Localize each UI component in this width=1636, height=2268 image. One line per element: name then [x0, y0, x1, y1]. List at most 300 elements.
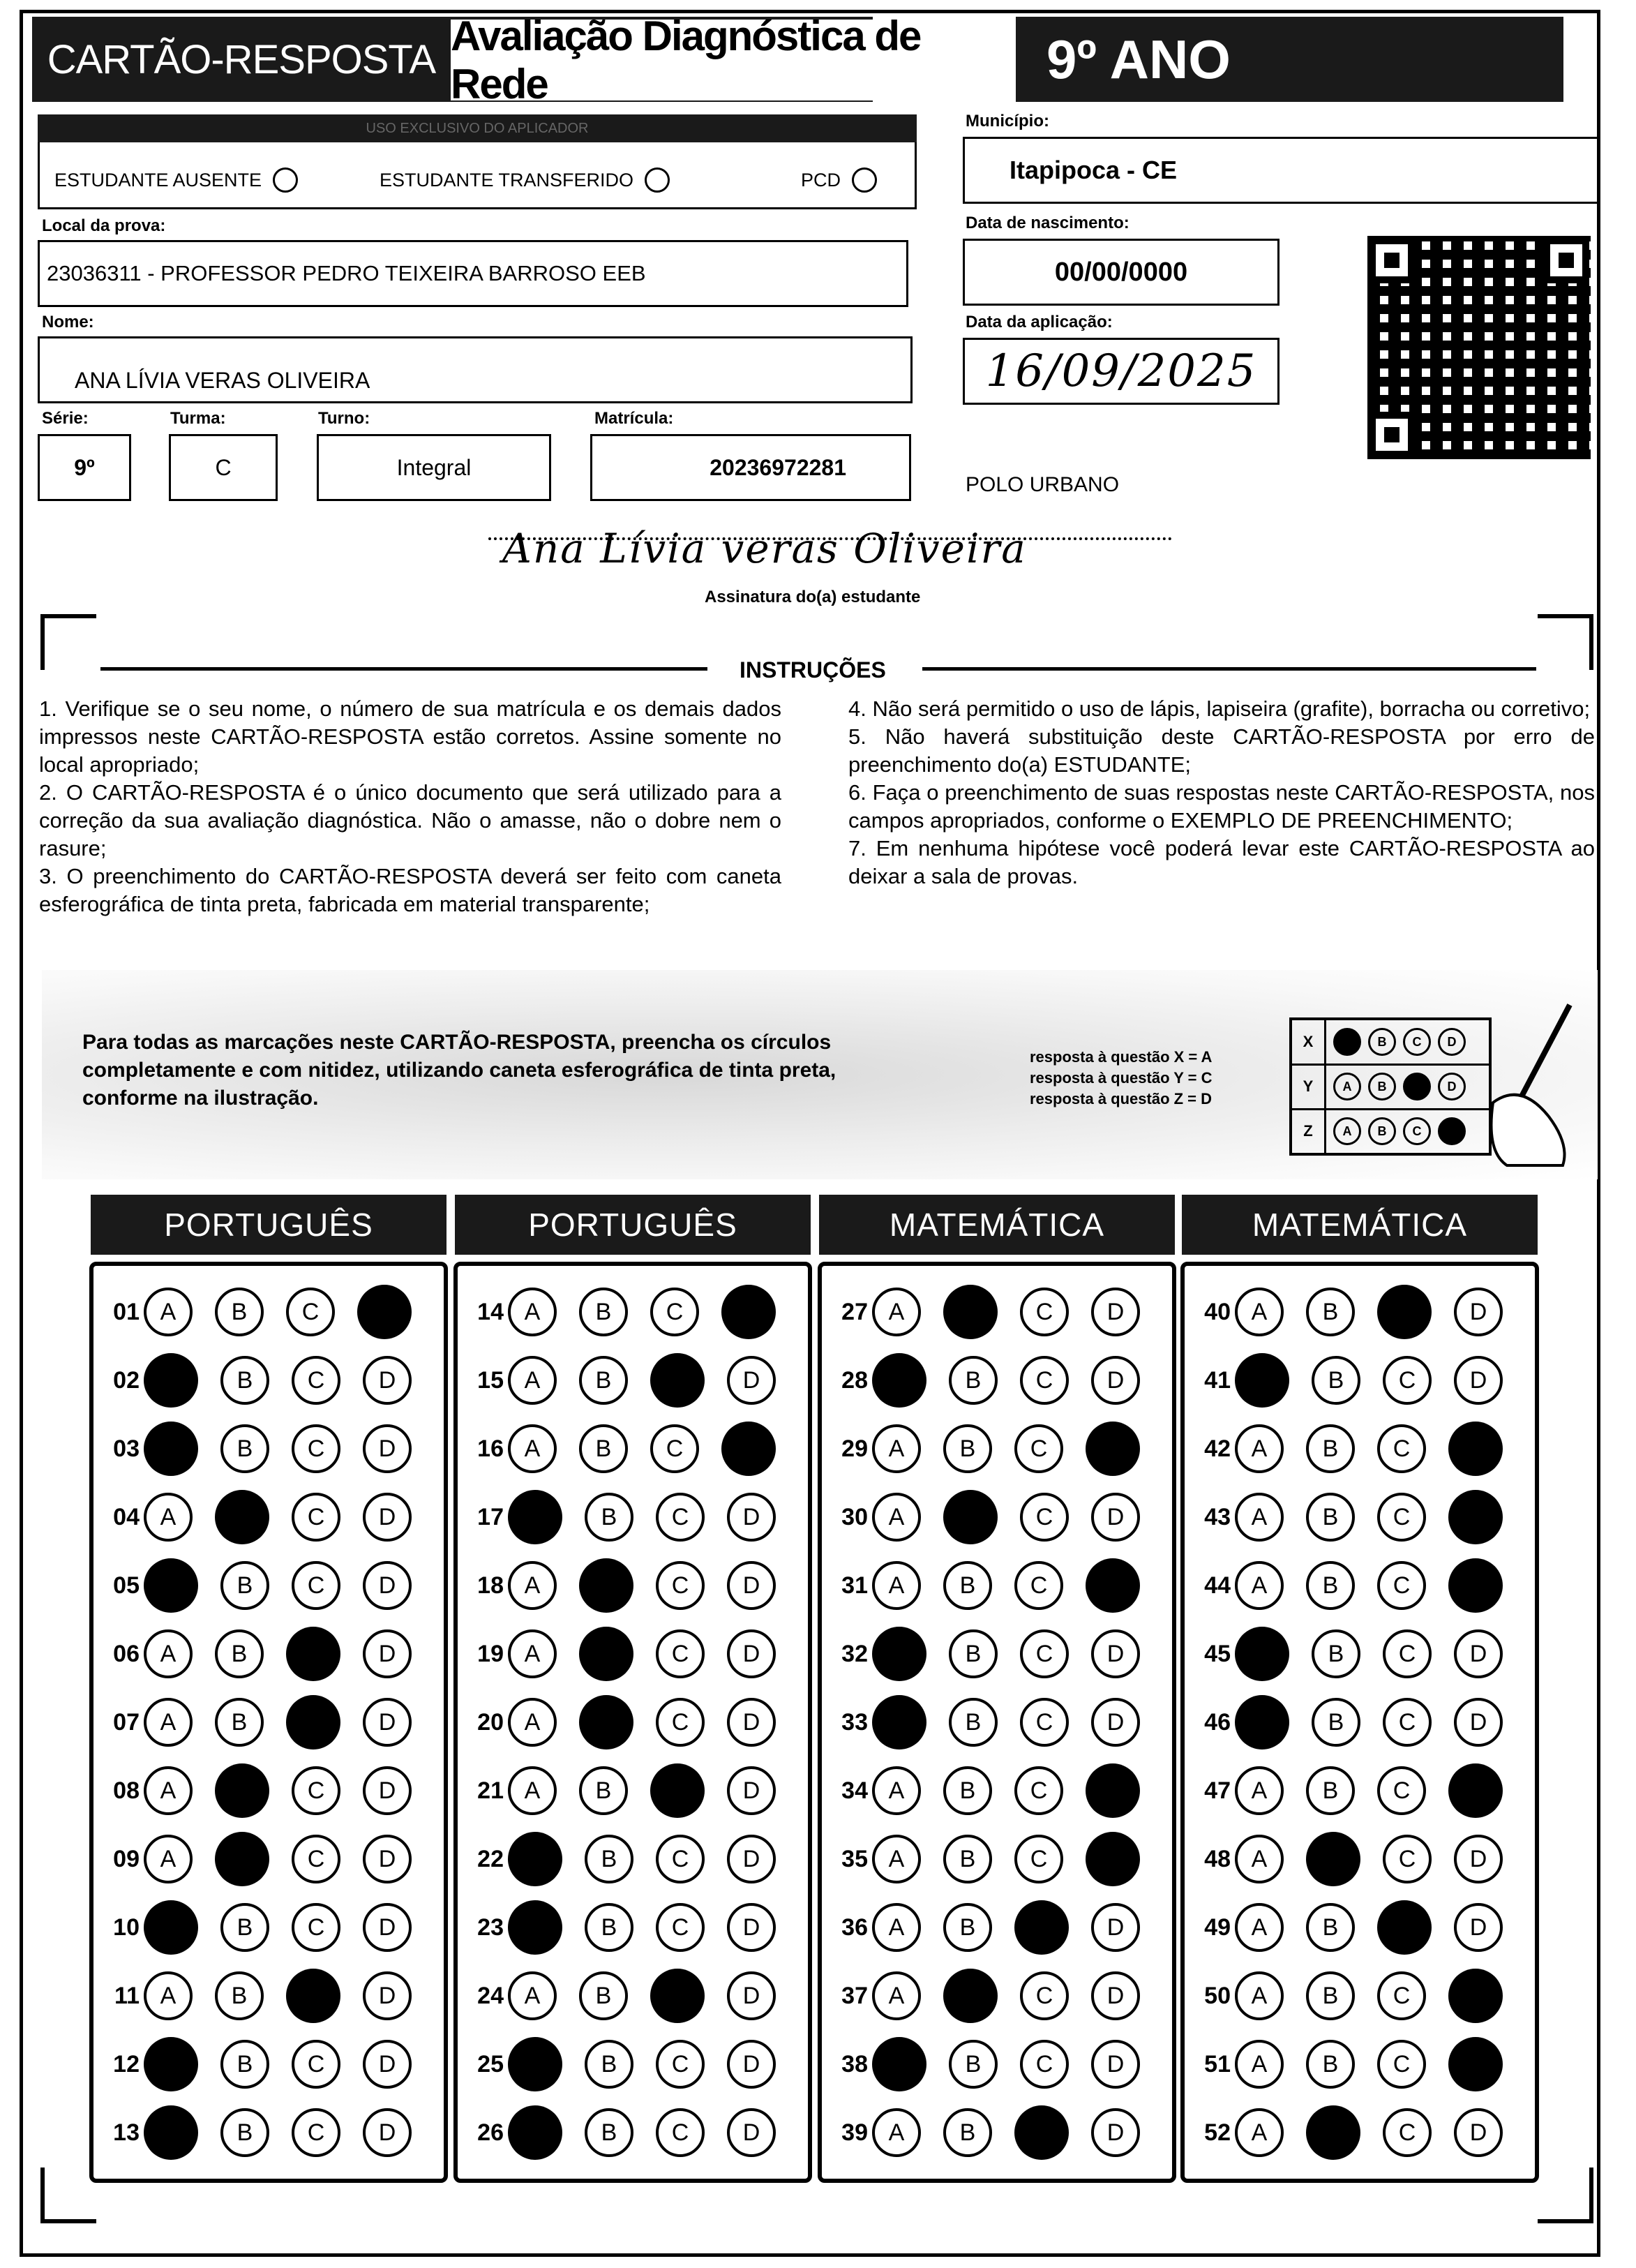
answer-bubble-a[interactable]: A	[1235, 2108, 1284, 2157]
answer-bubble-d[interactable]: D	[727, 1835, 776, 1883]
answer-bubble-c[interactable]: C	[656, 2040, 705, 2089]
answer-bubble-d[interactable]: D	[727, 1903, 776, 1952]
answer-bubble-a[interactable]	[508, 1490, 562, 1544]
answer-bubble-a[interactable]	[872, 1627, 926, 1681]
answer-row	[829, 1348, 1140, 1412]
answer-bubble-a[interactable]: A	[1235, 1766, 1284, 1815]
transferred-bubble[interactable]	[645, 167, 670, 193]
answer-bubble-b[interactable]: B	[585, 1835, 633, 1883]
answer-bubble-d[interactable]	[1086, 1422, 1140, 1476]
answer-bubble-d[interactable]: D	[363, 1698, 412, 1747]
answer-bubble-a[interactable]: A	[1235, 1971, 1284, 2020]
answer-bubble-b[interactable]: B	[220, 1903, 269, 1952]
answer-bubble-d[interactable]: D	[1454, 1698, 1503, 1747]
answer-bubble-c[interactable]	[650, 1763, 705, 1818]
example-question-label: X	[1292, 1020, 1326, 1064]
answer-bubble-a[interactable]: A	[144, 1629, 193, 1678]
answer-bubble-a[interactable]	[144, 1422, 198, 1476]
example-row	[1292, 1110, 1489, 1153]
answer-bubble-c[interactable]	[286, 1969, 340, 2023]
answer-bubble-b[interactable]	[579, 1695, 633, 1750]
answer-bubble-b[interactable]: B	[579, 1424, 628, 1473]
answer-bubble-c[interactable]: C	[292, 2040, 340, 2089]
answer-bubble-c[interactable]: C	[1383, 2108, 1432, 2157]
answer-bubble-d[interactable]: D	[363, 1561, 412, 1610]
question-number: 05	[113, 1572, 140, 1599]
answer-bubble-b[interactable]: B	[1306, 1288, 1355, 1336]
answer-bubble-b[interactable]: B	[579, 1766, 628, 1815]
name-field: ANA LÍVIA VERAS OLIVEIRA	[38, 336, 913, 403]
answer-bubble-d[interactable]: D	[363, 2040, 412, 2089]
answer-bubble-a[interactable]: A	[872, 1766, 921, 1815]
answer-bubble-b[interactable]	[1306, 2105, 1360, 2160]
answer-bubble-d[interactable]: D	[363, 1835, 412, 1883]
answer-bubble-b[interactable]	[579, 1558, 633, 1613]
answer-bubble-a[interactable]: A	[508, 1288, 557, 1336]
answer-bubble-c[interactable]: C	[650, 1424, 699, 1473]
answer-row	[829, 1964, 1140, 2028]
pcd-option[interactable]	[801, 167, 877, 193]
answer-bubble-b[interactable]: B	[1306, 1561, 1355, 1610]
answer-bubble-d[interactable]: D	[1454, 1835, 1503, 1883]
answer-bubble-d[interactable]: D	[363, 1356, 412, 1405]
question-number: 32	[841, 1640, 868, 1667]
question-number: 35	[841, 1845, 868, 1872]
answer-row	[465, 1417, 776, 1481]
answer-bubble-d[interactable]	[721, 1422, 776, 1476]
question-number: 03	[113, 1435, 140, 1462]
matricula-field: 20236972281	[590, 434, 911, 501]
answer-bubble-a[interactable]: A	[508, 1561, 557, 1610]
answer-bubble-b[interactable]: B	[1306, 2040, 1355, 2089]
question-number: 42	[1204, 1435, 1231, 1462]
answer-bubble-a[interactable]: A	[508, 1971, 557, 2020]
answer-bubble-c[interactable]: C	[1020, 1971, 1069, 2020]
answer-bubble-c[interactable]: C	[1377, 1493, 1426, 1542]
answer-bubble-b[interactable]: B	[943, 1903, 992, 1952]
answer-bubble-b[interactable]: B	[949, 1629, 998, 1678]
answer-bubble-d[interactable]	[1448, 1558, 1503, 1613]
answer-bubble-b[interactable]: B	[585, 2040, 633, 2089]
answer-bubble-c[interactable]: C	[1383, 1835, 1432, 1883]
answer-bubble-c[interactable]: C	[292, 1903, 340, 1952]
answer-bubble-c[interactable]: C	[292, 2108, 340, 2157]
answer-bubble-d[interactable]: D	[363, 1493, 412, 1542]
answer-bubble-b[interactable]: B	[585, 1903, 633, 1952]
answer-row	[829, 2101, 1140, 2165]
answer-bubble-d[interactable]: D	[1454, 1288, 1503, 1336]
answer-bubble-b[interactable]: B	[1306, 1424, 1355, 1473]
answer-bubble-d[interactable]: D	[1091, 1971, 1140, 2020]
answer-bubble-d[interactable]: D	[363, 1766, 412, 1815]
example-bubble	[1438, 1117, 1466, 1145]
example-legend-y: resposta à questão Y = C	[1030, 1069, 1213, 1087]
answer-bubble-b[interactable]: B	[943, 1424, 992, 1473]
answer-bubble-a[interactable]	[144, 2105, 198, 2160]
answer-bubble-a[interactable]	[144, 1558, 198, 1613]
answer-bubble-a[interactable]	[872, 2037, 926, 2091]
answer-row	[100, 1690, 412, 1754]
answer-bubble-b[interactable]	[215, 1763, 269, 1818]
answer-bubble-b[interactable]	[943, 1490, 998, 1544]
answer-bubble-a[interactable]: A	[872, 1288, 921, 1336]
corner-top-right	[1538, 614, 1593, 670]
answer-row	[1192, 1759, 1503, 1823]
answer-bubble-b[interactable]	[579, 1627, 633, 1681]
answer-bubble-c[interactable]: C	[1020, 1356, 1069, 1405]
answer-bubble-b[interactable]: B	[215, 1698, 264, 1747]
answer-row	[465, 1964, 776, 2028]
answer-bubble-c[interactable]	[286, 1695, 340, 1750]
answer-row	[829, 1417, 1140, 1481]
answer-bubble-b[interactable]: B	[220, 1561, 269, 1610]
answer-bubble-a[interactable]: A	[508, 1356, 557, 1405]
answer-bubble-d[interactable]: D	[363, 2108, 412, 2157]
question-number: 36	[841, 1913, 868, 1941]
answer-bubble-c[interactable]: C	[656, 1561, 705, 1610]
example-bubble: C	[1403, 1028, 1431, 1056]
answer-bubble-c[interactable]: C	[1020, 1629, 1069, 1678]
answer-bubble-a[interactable]	[508, 1900, 562, 1955]
pcd-bubble[interactable]	[852, 167, 877, 193]
absent-option[interactable]	[54, 167, 298, 193]
example-bubble: D	[1438, 1028, 1466, 1056]
answer-bubble-b[interactable]: B	[1312, 1629, 1360, 1678]
example-bubble	[1333, 1028, 1361, 1056]
answer-row	[829, 1690, 1140, 1754]
answer-bubble-d[interactable]: D	[1091, 2108, 1140, 2157]
question-number: 20	[477, 1708, 504, 1736]
answer-bubble-c[interactable]: C	[1377, 2040, 1426, 2089]
answer-bubble-a[interactable]	[508, 1832, 562, 1886]
answer-bubble-b[interactable]	[943, 1285, 998, 1339]
answer-bubble-d[interactable]: D	[1091, 1698, 1140, 1747]
answer-bubble-b[interactable]: B	[579, 1356, 628, 1405]
answer-bubble-d[interactable]: D	[1454, 1903, 1503, 1952]
answer-bubble-c[interactable]: C	[292, 1561, 340, 1610]
answer-bubble-a[interactable]	[144, 1353, 198, 1408]
answer-bubble-c[interactable]	[1377, 1900, 1432, 1955]
answer-bubble-b[interactable]: B	[220, 2040, 269, 2089]
question-number: 44	[1204, 1572, 1231, 1599]
example-bubble: A	[1333, 1117, 1361, 1145]
answer-bubble-b[interactable]: B	[949, 1698, 998, 1747]
answer-bubble-d[interactable]: D	[1091, 2040, 1140, 2089]
answer-bubble-c[interactable]: C	[1014, 1424, 1063, 1473]
answer-bubble-d[interactable]: D	[727, 1561, 776, 1610]
answer-bubble-c[interactable]: C	[286, 1288, 335, 1336]
answer-bubble-c[interactable]: C	[1377, 1561, 1426, 1610]
answer-bubble-c[interactable]: C	[292, 1835, 340, 1883]
answer-bubble-a[interactable]	[144, 1900, 198, 1955]
answer-bubble-d[interactable]	[1448, 1969, 1503, 2023]
answer-row	[100, 2101, 412, 2165]
question-number: 30	[841, 1503, 868, 1530]
answer-bubble-a[interactable]: A	[1235, 1835, 1284, 1883]
answer-row	[1192, 1622, 1503, 1686]
answer-bubble-c[interactable]	[286, 1627, 340, 1681]
answer-bubble-b[interactable]: B	[579, 1288, 628, 1336]
local-field: 23036311 - PROFESSOR PEDRO TEIXEIRA BARROSO EEB	[38, 240, 908, 307]
answer-bubble-b[interactable]: B	[949, 2040, 998, 2089]
answer-bubble-b[interactable]: B	[215, 1971, 264, 2020]
answer-bubble-b[interactable]: B	[1312, 1698, 1360, 1747]
answer-bubble-a[interactable]: A	[1235, 1288, 1284, 1336]
answer-bubble-a[interactable]: A	[872, 1835, 921, 1883]
question-number: 07	[113, 1708, 140, 1736]
turno-label: Turno:	[318, 409, 370, 428]
answer-bubble-d[interactable]: D	[363, 1903, 412, 1952]
answer-bubble-a[interactable]	[872, 1353, 926, 1408]
local-label: Local da prova:	[42, 216, 166, 235]
answer-bubble-a[interactable]	[1235, 1695, 1289, 1750]
question-number: 28	[841, 1366, 868, 1394]
answer-bubble-c[interactable]: C	[292, 1424, 340, 1473]
answer-bubble-b[interactable]	[1306, 1832, 1360, 1886]
signature-caption: Assinatura do(a) estudante	[705, 588, 921, 606]
answer-bubble-c[interactable]: C	[1020, 1493, 1069, 1542]
answer-bubble-b[interactable]	[215, 1832, 269, 1886]
question-number: 23	[477, 1913, 504, 1941]
answer-bubble-d[interactable]: D	[1454, 1629, 1503, 1678]
answer-bubble-c[interactable]: C	[656, 2108, 705, 2157]
answer-bubble-c[interactable]: C	[650, 1288, 699, 1336]
answer-bubble-d[interactable]: D	[1454, 2108, 1503, 2157]
answer-row	[100, 1553, 412, 1618]
answer-bubble-d[interactable]	[1086, 1832, 1140, 1886]
question-number: 38	[841, 2050, 868, 2077]
answer-row	[1192, 1895, 1503, 1960]
answer-bubble-a[interactable]: A	[872, 1561, 921, 1610]
answer-bubble-a[interactable]: A	[872, 1424, 921, 1473]
answer-bubble-a[interactable]: A	[508, 1766, 557, 1815]
answer-row	[100, 1895, 412, 1960]
answer-bubble-a[interactable]: A	[508, 1698, 557, 1747]
answer-bubble-c[interactable]: C	[1383, 1356, 1432, 1405]
transferred-label: ESTUDANTE TRANSFERIDO	[380, 169, 634, 191]
answer-bubble-d[interactable]: D	[1091, 1493, 1140, 1542]
answer-bubble-b[interactable]	[215, 1490, 269, 1544]
qr-finder-top-left	[1369, 237, 1415, 283]
answer-bubble-d[interactable]	[1086, 1558, 1140, 1613]
turno-field: Integral	[317, 434, 551, 501]
question-number: 18	[477, 1572, 504, 1599]
answer-bubble-a[interactable]: A	[1235, 1424, 1284, 1473]
answer-row	[1192, 2101, 1503, 2165]
answer-bubble-a[interactable]: A	[872, 1903, 921, 1952]
question-number: 46	[1204, 1708, 1231, 1736]
answer-bubble-c[interactable]: C	[1020, 2040, 1069, 2089]
answer-bubble-c[interactable]: C	[656, 1903, 705, 1952]
answer-bubble-c[interactable]	[650, 1969, 705, 2023]
answer-bubble-c[interactable]: C	[656, 1629, 705, 1678]
answer-bubble-d[interactable]: D	[363, 1424, 412, 1473]
example-grid	[1289, 1017, 1492, 1156]
answer-bubble-d[interactable]: D	[1454, 1356, 1503, 1405]
answer-bubble-a[interactable]: A	[1235, 1903, 1284, 1952]
answer-bubble-c[interactable]: C	[1014, 1766, 1063, 1815]
answer-bubble-b[interactable]: B	[215, 1288, 264, 1336]
answer-row	[100, 1964, 412, 2028]
answer-row	[829, 1622, 1140, 1686]
answer-bubble-d[interactable]	[1448, 1422, 1503, 1476]
answer-bubble-c[interactable]: C	[1383, 1629, 1432, 1678]
answer-bubble-c[interactable]: C	[1014, 1561, 1063, 1610]
absent-bubble[interactable]	[273, 167, 298, 193]
answer-row	[829, 1759, 1140, 1823]
answer-bubble-c[interactable]: C	[292, 1493, 340, 1542]
transferred-option[interactable]	[380, 167, 670, 193]
answer-bubble-b[interactable]: B	[1306, 1766, 1355, 1815]
answer-bubble-a[interactable]: A	[872, 2108, 921, 2157]
answer-bubble-a[interactable]: A	[1235, 2040, 1284, 2089]
aplicacao-field: 16/09/2025	[963, 338, 1279, 405]
question-number: 14	[477, 1298, 504, 1325]
answer-bubble-d[interactable]	[721, 1285, 776, 1339]
answer-bubble-c[interactable]: C	[1014, 1835, 1063, 1883]
answer-bubble-c[interactable]: C	[1020, 1698, 1069, 1747]
answer-bubble-a[interactable]: A	[872, 1493, 921, 1542]
corner-top-left	[40, 614, 96, 670]
answer-bubble-c[interactable]	[1014, 1900, 1069, 1955]
answer-bubble-d[interactable]: D	[363, 1629, 412, 1678]
answer-bubble-b[interactable]: B	[943, 2108, 992, 2157]
answer-bubble-c[interactable]: C	[656, 1493, 705, 1542]
answer-bubble-a[interactable]	[1235, 1627, 1289, 1681]
example-bubble: B	[1368, 1028, 1396, 1056]
answer-bubble-d[interactable]: D	[727, 1971, 776, 2020]
answer-bubble-d[interactable]: D	[727, 1629, 776, 1678]
instructions-rule-left	[100, 667, 707, 671]
question-number: 12	[113, 2050, 140, 2077]
answer-row	[465, 2101, 776, 2165]
answer-bubble-a[interactable]: A	[1235, 1493, 1284, 1542]
answer-bubble-d[interactable]	[1448, 1490, 1503, 1544]
answer-bubble-d[interactable]: D	[727, 1698, 776, 1747]
answer-bubble-d[interactable]	[1448, 2037, 1503, 2091]
answer-bubble-b[interactable]: B	[943, 1766, 992, 1815]
answer-row	[465, 1553, 776, 1618]
question-number: 50	[1204, 1982, 1231, 2009]
instructions-left: 1. Verifique se o seu nome, o número de sua matrícula e os demais dados impressos neste CARTÃO-RESPOSTA estão corretos. Assine somente no local apropriado; 2. O CARTÃO-RESPOSTA é o único documento que será utilizado para a correção da sua avaliação diagnóstica. Não o amasse, não o dobre nem o rasure; 3. O preenchimento do CARTÃO-RESPOSTA deverá ser feito com caneta esferográfica de tinta preta, fabricada em material transparente;	[39, 696, 781, 916]
answer-bubble-c[interactable]: C	[292, 1356, 340, 1405]
answer-bubble-a[interactable]: A	[144, 1766, 193, 1815]
answer-row	[1192, 1690, 1503, 1754]
answer-bubble-d[interactable]: D	[727, 1356, 776, 1405]
example-question-label: Y	[1292, 1065, 1326, 1108]
answer-bubble-d[interactable]: D	[1091, 1903, 1140, 1952]
answer-bubble-d[interactable]: D	[1091, 1356, 1140, 1405]
answer-bubble-d[interactable]: D	[727, 2108, 776, 2157]
answer-bubble-b[interactable]: B	[220, 1356, 269, 1405]
answer-bubble-a[interactable]: A	[144, 1493, 193, 1542]
answer-bubble-a[interactable]: A	[1235, 1561, 1284, 1610]
answer-row	[465, 1622, 776, 1686]
answer-bubble-b[interactable]: B	[1306, 1493, 1355, 1542]
answer-row	[100, 1485, 412, 1549]
answer-bubble-b[interactable]: B	[1306, 1971, 1355, 2020]
answer-bubble-b[interactable]: B	[579, 1971, 628, 2020]
answer-row	[465, 1348, 776, 1412]
absent-label: ESTUDANTE AUSENTE	[54, 169, 262, 191]
answer-bubble-c[interactable]: C	[656, 1835, 705, 1883]
question-number: 10	[113, 1913, 140, 1941]
answer-bubble-a[interactable]: A	[144, 1835, 193, 1883]
question-number: 51	[1204, 2050, 1231, 2077]
answer-bubble-c[interactable]: C	[1377, 1766, 1426, 1815]
answer-bubble-a[interactable]	[872, 1695, 926, 1750]
answer-bubble-b[interactable]	[943, 1969, 998, 2023]
answer-bubble-b[interactable]: B	[1306, 1903, 1355, 1952]
qr-finder-top-right	[1543, 237, 1589, 283]
answer-bubble-c[interactable]: C	[1383, 1698, 1432, 1747]
answer-bubble-a[interactable]: A	[508, 1424, 557, 1473]
answer-bubble-a[interactable]: A	[144, 1288, 193, 1336]
answer-bubble-c[interactable]	[1014, 2105, 1069, 2160]
answer-bubble-d[interactable]	[1086, 1763, 1140, 1818]
answer-bubble-a[interactable]	[508, 2105, 562, 2160]
answer-bubble-d[interactable]: D	[363, 1971, 412, 2020]
answer-bubble-d[interactable]: D	[1091, 1288, 1140, 1336]
serie-label: Série:	[42, 409, 89, 428]
answer-bubble-a[interactable]	[144, 2037, 198, 2091]
answer-bubble-b[interactable]: B	[585, 1493, 633, 1542]
answer-bubble-b[interactable]: B	[943, 1561, 992, 1610]
answer-bubble-a[interactable]: A	[144, 1698, 193, 1747]
answer-row	[1192, 1280, 1503, 1344]
answer-bubble-a[interactable]: A	[872, 1971, 921, 2020]
question-number: 21	[477, 1777, 504, 1804]
answer-bubble-b[interactable]: B	[585, 2108, 633, 2157]
answer-bubble-d[interactable]: D	[727, 1766, 776, 1815]
answer-bubble-c[interactable]: C	[1020, 1288, 1069, 1336]
answer-bubble-d[interactable]: D	[1091, 1629, 1140, 1678]
answer-bubble-c[interactable]	[650, 1353, 705, 1408]
instructions-title: INSTRUÇÕES	[740, 657, 886, 682]
answer-bubble-b[interactable]: B	[943, 1835, 992, 1883]
answer-row	[100, 1622, 412, 1686]
answer-bubble-c[interactable]	[1377, 1285, 1432, 1339]
example-bubble: D	[1438, 1073, 1466, 1101]
corner-bottom-left	[40, 2168, 96, 2223]
card-label: CARTÃO-RESPOSTA	[47, 36, 436, 82]
answer-bubble-b[interactable]: B	[215, 1629, 264, 1678]
answer-bubble-c[interactable]: C	[656, 1698, 705, 1747]
question-number: 15	[477, 1366, 504, 1394]
question-number: 22	[477, 1845, 504, 1872]
answer-bubble-b[interactable]: B	[220, 1424, 269, 1473]
answer-bubble-b[interactable]: B	[1312, 1356, 1360, 1405]
question-number: 47	[1204, 1777, 1231, 1804]
answer-bubble-d[interactable]	[357, 1285, 412, 1339]
answer-bubble-a[interactable]	[508, 2037, 562, 2091]
answer-bubble-d[interactable]: D	[727, 2040, 776, 2089]
answer-bubble-a[interactable]	[1235, 1353, 1289, 1408]
answer-bubble-a[interactable]: A	[144, 1971, 193, 2020]
answer-bubble-c[interactable]: C	[292, 1766, 340, 1815]
answer-bubble-c[interactable]: C	[1377, 1424, 1426, 1473]
answer-bubble-b[interactable]: B	[220, 2108, 269, 2157]
answer-row	[100, 2032, 412, 2096]
answer-bubble-b[interactable]: B	[949, 1356, 998, 1405]
answer-bubble-a[interactable]: A	[508, 1629, 557, 1678]
answer-bubble-d[interactable]: D	[727, 1493, 776, 1542]
subject-header: PORTUGUÊS	[91, 1195, 446, 1255]
answer-row	[465, 1895, 776, 1960]
answer-bubble-c[interactable]: C	[1377, 1971, 1426, 2020]
answer-row	[1192, 1827, 1503, 1891]
answer-bubble-d[interactable]	[1448, 1763, 1503, 1818]
